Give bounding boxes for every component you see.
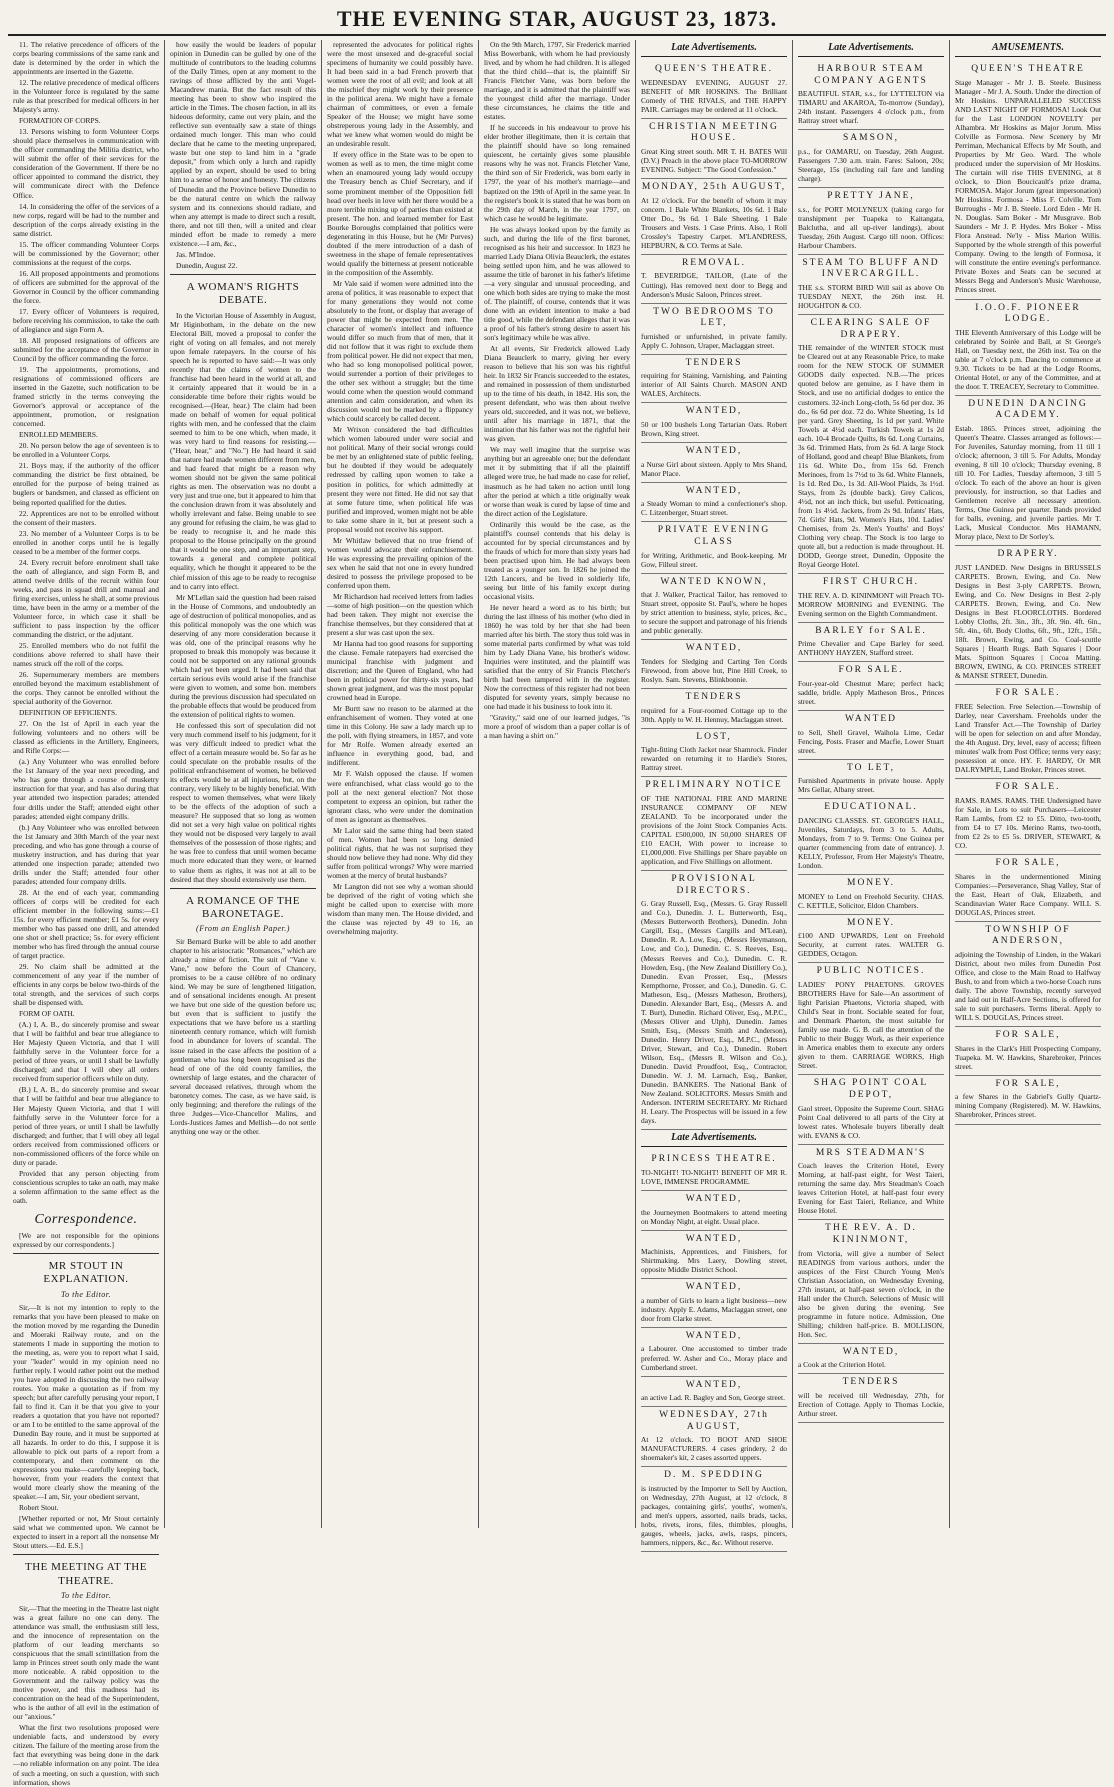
advertisement: [798, 662, 944, 711]
shipping-ads-list: [798, 61, 944, 1423]
advertisement: [798, 799, 944, 875]
ad-body: MONEY to Lend on Freehold Security. CHAS. C. KETTLE, Solicitor, Eldon Chambers.: [798, 891, 944, 910]
advertisement: [955, 396, 1101, 547]
ad-title: FOR SALE,: [995, 1030, 1061, 1041]
late-ads-list-2: [641, 1151, 787, 1552]
ad-title: PROVISIONAL DIRECTORS.: [671, 874, 757, 896]
ad-body: RAMS. RAMS. RAMS. THE Undersigned have for Sale, in Lots to suit Purchasers—Leicester Ram Lambs, from £2 to £5. Ditto, two-tooth, from £4 to £7 10s. Merino Rams, two-tooth, from £2 2s to £5 5s. DRIVER, STEWART, & CO.: [955, 795, 1101, 850]
paragraph: He confessed this sort of speculation did not very much commend itself to his judgment, for it was very difficult indeed to predict what the effect of a certain measure would be. So far as he could speculate on the probable results of the political enfranchisement of women, he believed its effects would be at all injurious, but, on the contrary, very likely to be highly beneficial. With respect to women themselves, what were likely to be the effects of the adoption of such a measure? He supposed that so long as women did not set a very high value on political rights they would not be disposed very largely to avail themselves of the possession of those rights; and he was free to confess that until women became much more educated than they were, or learned to value them as rights, it was not at all to be desired that they should extensively use them.: [170, 721, 316, 884]
ad-title: QUEEN'S THEATRE.: [655, 64, 773, 75]
ad-body: £100 AND UPWARDS, Lent on Freehold Security, at current rates. WALTER G. GEDDES, Octagon.: [798, 931, 944, 959]
correspondence-note: [We are not responsible for the opinions expressed by our correspondents.]: [13, 1230, 159, 1249]
ad-body: WEDNESDAY EVENING, AUGUST 27. BENEFIT of MR HOSKINS. The Brilliant Comedy of THE RIVALS, and THE HAPPY PAIR. Carriages may be ordered at 11 o'clock.: [641, 77, 787, 114]
paragraph: Mr Whitlaw believed that no true friend of women would advocate their enfranchisement. He was expressing the prevailing opinion of the sex when he said that not one in every hundred desired to possess the privilege proposed to be conferred upon them.: [327, 535, 473, 590]
paragraph: At all events, Sir Frederick allowed Lady Diana Beauclerk to marry, giving her every reason to believe that his son was his rightful heir. In 1832 Sir Francis succeeded to the estates, and remained in possession of them undisturbed up to the time of his death, in 1842. His son, the present defendant, who was then about twelve years old, succeeded, and it was not, we believe, until after his marriage in 1871, that the intimation that his father was not the rightful heir was given.: [484, 344, 630, 444]
paragraph: 18. All proposed resignations of officers are submitted for the acceptance of the Governor in Council by the officer commanding the force.: [13, 335, 159, 364]
advertisement: [641, 483, 787, 523]
ad-body: for Writing, Arithmetic, and Book-keeping. Mr Gow, Filleul street.: [641, 550, 787, 569]
ad-title: CHRISTIAN MEETING HOUSE.: [649, 121, 779, 144]
ad-title: EDUCATIONAL.: [824, 802, 918, 813]
letter-stout-body: [13, 1303, 159, 1551]
advertisement: [641, 1328, 787, 1377]
paragraph: 19. The appointments, promotions, and resignations of commissioned officers are inserted in the Gazette, such notification to be framed strictly in the terms conveying the Governor's approval or acceptance of the appointment, promotion, or resignation concerned.: [13, 365, 159, 429]
ad-title: PRIVATE EVENING CLASS: [657, 525, 771, 547]
ad-body: 50 or 100 bushels Long Tartarian Oats. Robert Brown, King street.: [641, 420, 787, 439]
paragraph: Mr Hanna had too good reasons for supporting the clause. Female ratepayers had exercised the municipal franchise with judgment and discretion; and the Queen of England, who had been in political power for thirty-six years, had shown great judgment, and was the most popular crowned head in Europe.: [327, 639, 473, 703]
ad-body: the Journeymen Bootmakers to attend meeting on Monday Night, at eight. Usual place.: [641, 1207, 787, 1226]
ad-title: WANTED: [844, 714, 898, 725]
paragraph: On the 9th March, 1797, Sir Frederick married Miss Bowerbank, with whom he had previously lived, and by whom he had children. It is alleged that the third child—that is, the plaintiff Sir Francis Fletcher Vane, was born before the marriage, and it is admitted that the plaintiff was the youngest child after the marriage. Under these circumstances, he claims the title and estates.: [484, 40, 630, 122]
ad-title: FOR SALE,: [995, 858, 1061, 869]
advertisement: [641, 61, 787, 119]
correspondence-heading: Correspondence.: [34, 1211, 138, 1227]
paragraph: Mr Richardson had received letters from ladies—some of high position—on the question which had been taken. They might not exercise the franchise themselves, but they considered that at present a slur was cast upon the sex.: [327, 591, 473, 637]
advertisement: [641, 1467, 787, 1552]
ad-body: DANCING CLASSES. ST. GEORGE'S HALL, Juveniles, Saturdays, from 3 to 5. Adults, Mondays, from 7 to 9. Terms: One Guinea per quarter (commencing from date of entrance). J. KELLY, Professor, From Her Majesty's Theatre, London.: [798, 815, 944, 871]
ad-title: WANTED,: [685, 1379, 743, 1390]
advertisement: [955, 779, 1101, 855]
advertisement: [798, 1374, 944, 1423]
advertisement: [798, 963, 944, 1075]
advertisement: [641, 1231, 787, 1280]
advertisement: [798, 915, 944, 964]
paragraph: If every office in the State was to be open to women as well as to men, the time might come when an enamoured young lady would occupy the Treasury bench as Chief Secretary, and if some prominent member of the Opposition fell head over heels in love with her there would be a more terrible mixing up of parties than existed at present. The hon. and learned member for East Bourke Boroughs complained that politics were degenerating in this House, but he (Mr Purves) doubted if the mere introduction of a dash of sweetness in the shape of female representatives would qualify the bitterness at present noticeable in the composition of the Assembly.: [327, 150, 473, 277]
ad-body: Great King street south. MR T. H. BATES Will (D.V.) Preach in the above place TO-MORROW EVENING. Subject: "The Good Confession.": [641, 147, 787, 175]
paragraph: 16. All proposed appointments and promotions of officers are submitted for the approval of the Governor in Council by the officer commanding the force.: [13, 268, 159, 305]
ad-title: FOR SALE.: [995, 782, 1061, 793]
paragraph: Mr Wrixon considered the bad difficulties which women laboured under were social and not political. Many of their social wrongs could be met by an enlightened state of public feeling, but he doubted if they would be adequately redressed by calling upon women to take a position in politics, for which admittedly at present they were not fitted. He did not say that at some future time, when political life was purified and improved, women might not be able to take some share in it, but at present such a proposal would not receive his support.: [327, 425, 473, 534]
late-ads-heading: Late Advertisements.: [641, 40, 787, 57]
letter-theatre-body: [13, 1604, 159, 1787]
ad-title: TWO BEDROOMS TO LET,: [653, 306, 775, 329]
ad-title: TENDERS: [685, 357, 743, 368]
ad-body: will be received till Wednesday, 27th, for Erection of Cottage. Apply to Thomas Lockie, Arthur street.: [798, 1391, 944, 1419]
columns: [8, 40, 1106, 1787]
paragraph: ENROLLED MEMBERS.: [19, 430, 98, 440]
ad-body: that J. Walker, Practical Tailor, has removed to Stuart street, opposite St. Paul's, where he hopes by strict attention to business, style, prices, &c., to secure the support and patronage of his friends and public generally.: [641, 590, 787, 636]
paragraph: Mr Langton did not see why a woman should be deprived of the right of voting which she might be called upon to exercise with more wisdom than many men. The House divided, and the clause was rejected by 49 to 16, an overwhelming majority.: [327, 881, 473, 936]
baronet-continued: [484, 40, 630, 740]
ad-body: s.s., for PORT MOLYNEUX (taking cargo for transhipment per Tuapeka to Kaitangata, Balclutha, and all up-river landings), about Tuesday, 26th August. Cargo till noon. Offices: Harbour Chambers.: [798, 204, 944, 250]
advertisement: [955, 61, 1101, 299]
advertisement: [641, 871, 787, 1130]
column-2: [165, 40, 322, 1528]
paragraph: 14. In considering the offer of the services of a new corps, regard will be had to the number and description of the corps already existing in the same district.: [13, 201, 159, 238]
paragraph: 21. Boys may, if the authority of the officer commanding the district be first obtained, be enrolled for the purpose of being trained as buglers or bandsmen, and classed as efficient on being reported qualified for the duties.: [13, 461, 159, 507]
ad-title: WANTED KNOWN,: [660, 576, 768, 587]
advertisement: [798, 255, 944, 315]
late-ads-heading-col6: Late Advertisements.: [798, 40, 944, 57]
ad-title: PRINCESS THEATRE.: [651, 1154, 777, 1165]
divider: [170, 274, 316, 275]
ad-title: WEDNESDAY, 27th AUGUST,: [659, 1410, 769, 1432]
column-7: [950, 40, 1106, 1528]
paragraph: Robert Stout.: [19, 1503, 59, 1513]
ad-title: PRELIMINARY NOTICE: [645, 780, 783, 791]
column-4: [479, 40, 636, 1528]
ad-body: required for a Four-roomed Cottage up to the 30th. Apply to W. H. Hennuy, Maclaggan street.: [641, 705, 787, 724]
paragraph: 25. Enrolled members who do not fulfil the conditions above referred to shall have their names struck off the roll of the corps.: [13, 640, 159, 669]
debate-continued: [327, 40, 473, 936]
late-ads-heading-2: Late Advertisements.: [641, 1130, 787, 1147]
letter-theatre-to: To the Editor.: [60, 1591, 112, 1601]
ad-title: HARBOUR STEAM COMPANY AGENTS: [814, 64, 928, 86]
advertisement: [798, 574, 944, 623]
advertisement: [955, 1076, 1101, 1125]
paragraph: Provided that any person objecting from conscientious scruples to take an oath, may make a solemn affirmation to the same effect as the oath.: [13, 1168, 159, 1205]
advertisement: [798, 875, 944, 915]
ad-title: TO LET,: [847, 762, 895, 773]
advertisement: [641, 355, 787, 404]
ad-title: I.O.O.F. PIONEER LODGE.: [975, 302, 1081, 325]
advertisement: [641, 119, 787, 179]
divider: [13, 1253, 159, 1254]
ad-body: Tenders for Sledging and Carting Ten Cords Firewood, from above hut, Pine Hill Creek, to Roslyn. Sam. Stevens, Blinkbonnie.: [641, 656, 787, 684]
ad-body: a few Shares in the Gabriel's Gully Quartz-mining Company (Registered). M. W. Hawkins, Sharebroker, Princes street.: [955, 1092, 1101, 1120]
paragraph: represented the advocates for political rights were the most unsexed and de-graceful social specimens of humanity we could possibly have. It had been said in a bad French proverb that women were the root of all evil; and look at all the mischief they might work by their presence in the political arena. We might have a female chairman of committees, or even a female Speaker of the House; we might have some obstreperous young lady in the Assembly, and what we knew what women would do might be an undesirable result.: [327, 40, 473, 149]
ad-title: SHAG POINT COAL DEPOT,: [813, 1078, 929, 1100]
paragraph: Dunedin, August 22.: [176, 260, 238, 270]
ad-title: TENDERS: [842, 1377, 900, 1388]
ad-body: Tight-fitting Cloth Jacket near Shamrock. Finder rewarded on returning it to Hardie's Stores, Rattray street.: [641, 745, 787, 773]
advertisement: [641, 777, 787, 871]
ad-title: TOWNSHIP OF ANDERSON,: [985, 924, 1071, 947]
volunteer-regulations: [13, 40, 159, 1205]
paragraph: Jas. M'Indoe.: [176, 249, 216, 259]
paragraph: 28. At the end of each year, commanding officers of corps will be credited for each efficient member in the following sums:—£1 15s. for every efficient member; £1 5s. for every member who has passed one drill, and attended one shot or shell practice; 5s. for every efficient member who has fired through the annual course of target practice.: [13, 887, 159, 960]
ad-title: MONEY.: [847, 917, 895, 928]
paragraph: 17. Every officer of Volunteers is required, before receiving his commission, to take the oath of allegiance and sign Form A.: [13, 306, 159, 334]
paragraph: 15. The officer commanding Volunteer Corps will be commissioned by the Governor; other commissions at the request of the corps.: [13, 239, 159, 267]
amusements-heading: AMUSEMENTS.: [955, 40, 1101, 57]
amusements-ads-list: [955, 61, 1101, 1124]
ad-body: adjoining the Township of Linden, in the Wakari District, about two miles from Dunedin Post Office, and close to the Main Road to Halfway Bush, to and from which a two-horse Coach runs daily. The above Township, recently surveyed and laid out in Half-Acre Sections, is offered for sale to suit purchasers. Terms liberal. Apply to WILL S. DOUGLAS, Princes street.: [955, 949, 1101, 1023]
ad-body: OF THE NATIONAL FIRE AND MARINE INSURANCE COMPANY OF NEW ZEALAND. To be incorporated under the provisions of the Joint Stock Companies Acts. CAPITAL £500,000, IN 50,000 SHARES OF £10 EACH, With power to increase to £1,000,000. Five Shillings per Share payable on application, and Five Shillings on allotment.: [641, 793, 787, 867]
ad-body: THE s.s. STORM BIRD Will sail as above On TUESDAY NEXT, the 26th inst. H. HOUGHTON & CO.: [798, 283, 944, 311]
ad-body: BEAUTIFUL STAR, s.s., for LYTTELTON via TIMARU and AKAROA, To-morrow (Sunday), 24th instant. Passengers 4 o'clock p.m., from Rattray street wharf.: [798, 89, 944, 126]
ad-title: THE REV. A. D. KININMONT,: [825, 1223, 917, 1245]
advertisement: [798, 1075, 944, 1144]
ad-body: a Labourer. One accustomed to timber trade preferred. W. Asher and Co., Moray place and Cumberland street.: [641, 1344, 787, 1372]
paragraph: Mr Lalor said the same thing had been stated of men. Women had been so long denied political rights, that he was not surprised they should now believe they had none. Why did they suffer from political wrongs? Why were married women at the mercy of brutal husbands?: [327, 825, 473, 880]
ad-body: THE Eleventh Anniversary of this Lodge will be celebrated by Soirée and Ball, at St George's Hall, on Tuesday next, the 26th inst. Tea on the table at 7 o'clock p.m. Dancing to commence at 9.30. Tickets to be had at the Lodge Rooms, Oriental Hotel, or any of the Committee, and at the door. T. TREACEY, Secretary to Committee.: [955, 327, 1101, 391]
advertisement: [955, 546, 1101, 685]
ad-title: QUEEN'S THEATRE: [971, 64, 1085, 75]
letter-stout-to: To the Editor.: [60, 1289, 112, 1299]
advertisement: [955, 685, 1101, 779]
ad-body: FREE Selection. Free Selection.—Township of Darley, near Caversham. Freeholds under the Land Transfer Act.—The Township of Darley will be open for selection on and after Monday, the 4th August. Dry, level, easy of access; fifteen minutes' walk from Post Office; terms very easy; possession at once. HY. F. HARDY, Or MR DALRYMPLE, Land Broker, Princes street.: [955, 702, 1101, 775]
column-3: [322, 40, 479, 1528]
masthead: THE EVENING STAR, AUGUST 23, 1873.: [8, 6, 1106, 36]
ad-body: Prime Chevalier and Cape Barley for seed. ANTHONY HAYZEN, Stafford street.: [798, 639, 944, 658]
advertisement: [641, 403, 787, 443]
column-5: [636, 40, 793, 1548]
paragraph: Mr F. Walsh opposed the clause. If women were enfranchised, what class would go to the poll at the next general election? Not those competent to express an opinion, but rather the ignorant class, who were under the domination of men as ignorant as themselves.: [327, 769, 473, 824]
ad-body: Stage Manager - Mr J. B. Steele. Business Manager - Mr J. A. South. Under the direction of Mr Hoskins. UNPARALLELED SUCCESS AND LAST NIGHT OF FORMOSA! Look Out for the Last LONDON NOVELTY per Alhambra. Mr Hoskins as Major Jorum. Miss Colville as Formosa. New Scenery by Mr Perriman, Mechanical Effects by Mr South, and Properties by Mr Geo. Ward. The whole produced under the supervision of Mr Hoskins. The curtain will rise THIS EVENING, at 8 o'clock, to Dion Boucicault's prize drama, FORMOSA. Major Jorum (great impersonation) Mr Hoskins. Formosa - Miss F. Colville. Tom Burroughs - Mr J. B. Steele. Lord Eden - Mr H. N. Douglas. Sam Boker - Mr Musgrave. Bob Saunders - Mr J. P. Hydes. Mrs Boker - Miss Flora Anstead. Ne'ly - Miss Marion Willis. Supported by the whole strength of this powerful Company. Owing to the length of Formosa, it will constitute the entire evening's performance. Private Boxes and Seats can be secured at Messrs Begg and Anderson's Music Warehouse, Princes street.: [955, 77, 1101, 295]
paragraph: 24. Every recruit before enrolment shall take the oath of allegiance, and sign Form B, and attend twelve drills of the recruit within four weeks, and pass in squad drill and manual and firing exercises, unless he shall, at some previous time, have been in the army or a member of the Volunteer force, in which case it shall be sufficient to pass inspection by the officer commanding the district, or the adjutant.: [13, 557, 159, 639]
debate-body: [170, 311, 316, 884]
advertisement: [798, 760, 944, 800]
ad-title: WANTED,: [685, 1233, 743, 1244]
ad-body: furnished or unfurnished, in private family. Apply C. Johnson, Uraper, Maclaggan street.: [641, 331, 787, 350]
ad-title: WANTED,: [685, 485, 743, 496]
advertisement: [798, 1145, 944, 1221]
ad-body: Gaol street, Opposite the Supreme Court. SHAG Point Coal delivered to all parts of the City at lowest rates. Wholesale buyers liberally dealt with. EVANS & CO.: [798, 1103, 944, 1140]
paragraph: (A.) I, A. B., do sincerely promise and swear that I will be faithful and bear true allegiance to Her Majesty Queen Victoria, and that I will faithfully serve in the Volunteer force for a period of three years, or until I shall be lawfully discharged; and that I will obey all orders received from superior officers while on duty.: [13, 1020, 159, 1084]
ad-title: FOR SALE.: [838, 665, 904, 676]
paragraph: 26. Supernumerary members are members enrolled beyond the maximum establishment of the corps. They cannot be enrolled without the special authority of the Governor.: [13, 670, 159, 707]
ad-body: an active Lad. R. Bagley and Son, George street.: [641, 1393, 785, 1403]
paragraph: Mr Vale said if women were admitted into the arena of politics, it was reasonable to expect that for many generations they would not come absolutely to the front, or display that average of power that might be expected from men. The character of women's intellect and influence would differ so much from that of men, that it did not follow that it was right to exclude them from political power. He did not expect that men, who had so long monopolised political power, would surrender a portion of their privileges to the other sex without a struggle; but the time would come when the question would command attention and calm consideration, and when its discussion would not be marked by a flippancy which could scarcely be called decent.: [327, 278, 473, 424]
advertisement: [641, 179, 787, 255]
paragraph: Sir Bernard Burke will be able to add another chapter to his aristocratic "Romances," which are already a mine of fiction. The suit of "Vane v. Vane," now before the Court of Chancery, promises to be a cause célèbre of no ordinary kind. We may be sure of lengthened litigation, and of sensational incidents enough. At present we have but one side of the question before us; but even that is sufficient to justify the expectations that we have before us a startling nineteenth century romance, which will furnish food in abundance for lovers of scandal. The issue raised in the case affects the position of a gentleman who has long been recognised as the head of one of the old county families, the ownership of large estates, and the character of several deceased relatives, through whom the baronetcy comes. The case, as we have said, is only beginning; and therefore the rulings of the three Judges—Vice-Chancellor Malins, and Lords-Justices James and Mellish—do not settle anything one way or the other.: [170, 937, 316, 1136]
advertisement: [798, 130, 944, 188]
paragraph: 12. The relative precedence of medical officers in the Volunteer force is regulated by the same rule as that prescribed for medical officers in her Majesty's army.: [13, 78, 159, 115]
ad-title: PUBLIC NOTICES.: [816, 966, 926, 977]
letter-theatre-continued: [170, 40, 316, 270]
ad-body: a number of Girls to learn a light business—new industry. Apply E. Adams, Maclaggan street, one door from Clarke street.: [641, 1295, 787, 1323]
letter-theatre-title: THE MEETING AT THE THEATRE.: [25, 1561, 147, 1587]
ad-body: Shares in the undermentioned Mining Companies:—Perseverance, Shag Valley, Star of the East, Heart of Oak, Elizabeth, and Scandinavian Water Race Company. WILL S. DOUGLAS, Princes street.: [955, 871, 1101, 917]
ad-title: STEAM TO BLUFF AND INVERCARGILL.: [802, 257, 940, 280]
ad-body: Estab. 1865. Princes street, adjoining the Queen's Theatre. Classes arranged as follows:— For Juveniles, Saturday morning, from 11 till 1 o'clock; afternoon, 3 till 5. For Adults, Monday evening, 8 till 10 o'clock; Thursday evening, 8 till 10. For Ladies, Tuesday afternoon, 3 till 5 o'clock. To each of the above an hour is given previously, for instruction, so that Ladies and Gentlemen receive all necessary attention. Terms, One Guinea per quarter. Bands provided for balls, evening, and juvenile parties. Mr T. Lack, Musical Conductor. Mrs HAMANN, Moray place, Next to Dr Sorley's.: [955, 424, 1101, 542]
ad-body: Four-year-old Chestnut Mare; perfect hack; saddle, bridle. Apply Matheson Bros., Princes street.: [798, 678, 944, 707]
paragraph: 20. No person below the age of seventeen is to be enrolled in a Volunteer Corps.: [13, 441, 159, 460]
advertisement: [955, 922, 1101, 1027]
divider: [13, 1554, 159, 1555]
ad-body: At 12 o'clock. For the benefit of whom it may concern. 1 Bale White Blankets, 10s 6d. 1 Bale Otter Do., 9s 6d. 1 Bale Sheeting. 1 Bale Trousers and Vests. 1 Case Prints. Also, 1 Roll Crossley's Tapestry Carpet. M'LANDRESS, HEPBURN, & CO. Terms at Sale.: [641, 195, 787, 250]
column-6: [793, 40, 950, 1528]
paragraph: FORM OF OATH.: [19, 1009, 75, 1019]
paragraph: Ordinarily this would be the case, as the plaintiff's counsel contends that his delay is accounted for by special circumstances and by the frauds of which for more than sixty years had been practised upon him. He had always been treated as a younger son. In 1826 he joined the 12th Lancers, and he lived in soldierly life, seeing but little of his family except during occasional visits.: [484, 519, 630, 601]
ad-body: TO-NIGHT! TO-NIGHT! BENEFIT OF MR R. LOVE, IMMENSE PROGRAMME.: [641, 1167, 787, 1186]
ad-title: WANTED,: [842, 1346, 900, 1357]
advertisement: [641, 1279, 787, 1328]
paragraph: "Gravity," said one of our learned judges, "is more a proof of wisdom than a paper collar is of a man having a shirt on.": [484, 713, 630, 741]
advertisement: [798, 1344, 944, 1375]
ad-title: DRAPERY.: [997, 549, 1059, 560]
paragraph: [Whether reported or not, Mr Stout certainly said what we commented upon. We cannot be expected to insert in a report all the nonsense Mr Stout utters.—Ed. E.S.]: [13, 1514, 159, 1551]
advertisement: [798, 188, 944, 255]
paragraph: In the Victorian House of Assembly in August, Mr Higinbotham, in the debate on the new Electoral Bill, moved a proposal to confer the right of voting on all females, and not merely upon female ratepayers. In the course of his speech he is reported to have said:—It was only recently that the claims of women to the franchise had been heard in the world at all, and it certainly appeared that it would be in a considerable time before their rights would be recognised.—(Hear, hear.) The claim had been made on behalf of women for equal political rights with men, and he confessed that the claim seemed to him to be one which, when made, it was very hard to find reasons for resisting.—("Hear, hear," and "No.") He had heard it said that nature had made women different from men, and had feared that might be a reason why women should not be given the same political rights as men. The observation was no doubt a very just and true one, but it appeared to him that the conclusion drawn from it was absolutely and wholly irrelevant and false. Being unable to see any ground for refusing the claim, he was glad to be ready to recognise it, and he made this proposal to the House principally on the ground that it would be one step, and an important step, towards a general and complete political equality, which he thought it appeared to be the chief mission of this age to be ready to recognise and to carry into effect.: [170, 310, 316, 591]
ad-title: WANTED,: [685, 1330, 743, 1341]
baronet-title: A ROMANCE OF THE BARONETAGE.: [186, 894, 300, 920]
advertisement: [955, 300, 1101, 396]
paragraph: Sir,—It is not my intention to reply to the remarks that you have been pleased to make on the motion moved by me regarding the Dunedin and Moeraki Railway route, and on the statements I made in supporting the motion to the meeting, as, were you to report what I said, your "leader" would in my opinion need no further reply. I would rather point out the method you have adopted in discussing the two railway routes. You make a quotation as if from my speech; but after carefully perusing your report, I fail to find it. Can it be that you give to your readers a quotation that you have not reported? or am I to be entitled to the same approval of the Dunedin Bay route, and it must be supported at all hazards. In order to do this, I suppose it is allowable to pick out parts of a report from a contemporary, and then comment on the expressions you make—carefully keeping back, however, from your readers the context that would more clearly show the meaning of the speaker.—I am, Sir, your obedient servant,: [13, 1302, 159, 1502]
ad-title: WANTED,: [685, 446, 743, 457]
column-1: [8, 40, 165, 1787]
paragraph: If he succeeds in his endeavour to prove his elder brother illegitimate, then it is certain that the plaintiff should have so long remained quiescent, he certainly gives some plausible reasons why he was not. Francis Fletcher Vane, the third son of Sir Frederick, was born early in 1797, the year of his mother's marriage—and baptized on the 19th of April in the same year. In the register's book it is stated that he was born on the 29th day of March, in the year 1797, on which case he would be legitimate.: [484, 123, 630, 223]
advertisement: [798, 1220, 944, 1343]
ad-title: LOST,: [696, 731, 732, 742]
divider: [170, 888, 316, 889]
ad-title: WANTED,: [685, 1282, 743, 1293]
ad-body: Machinists, Apprentices, and Finishers, for Shirtmaking. Mrs Laery, Dowling street, opposite Middle District School.: [641, 1247, 787, 1275]
paragraph: 11. The relative precedence of officers of the corps bearing commissions of the same rank and date is determined by the order in which the appointments are inserted in the Gazette.: [13, 40, 159, 77]
ad-body: p.s., for OAMARU, on Tuesday, 26th August. Passengers 7.30 a.m. train. Fares: Saloon, 20s; Steerage, 15s (including rail fare and landing charge).: [798, 147, 944, 184]
ad-body: G. Gray Russell, Esq., (Messrs. G. Gray Russell and Co.), Dunedin. J. L. Butterworth, Esq., (Messrs Butterworth Brothers), Dunedin. John Cargill, Esq., (Messrs Cargills and M'Lean), Dunedin. R. A. Low, Esq., (Messrs Heymanson, Low, and Co.), Dunedin. C. S. Reeves, Esq., (Messrs Reeves and Co.), Dunedin. C. R. Howden, Esq., (the New Zealand Distillery Co.), Dunedin. Evan Prosser, Esq., (Messrs Kempthorne, Prosser, and Co.), Dunedin. G. C. Matheson, Esq., (Messrs Matheson, Brothers), Dunedin. Alexander Bart, Esq., (Messrs A. and T. Burt), Dunedin. Richard Oliver, Esq., M.P.C., (Messrs Oliver and Ulph), Dunedin. James Smith, Esq., (Messrs Smith and Anderson), Dunedin. Henry Driver, Esq., M.P.C., (Messrs Driver, Stewart, and Co.), Dunedin. Robert Wilson, Esq., (Messrs R. Wilson and Co.), Dunedin. David Proudfoot, Esq., Contractor, Dunedin. W. J. M. Larnach, Esq., Banker, Dunedin. BANKERS. The National Bank of New Zealand. SOLICITORS. Messrs Smith and Anderson. INTERIM SECRETARY. Mr Richard H. Leary. The Prospectus will be issued in a few days.: [641, 899, 787, 1126]
ad-body: JUST LANDED. New Designs in BRUSSELS CARPETS. Brown, Ewing, and Co. New Designs in Best 3-ply CARPETS. Brown, Ewing, and Co. New Designs in Best 2-ply CARPETS. Brown, Ewing, and Co. New Designs in Best FLOORCLOTHS. Bordered Lobby Cloths, 2ft. 3in., 3ft., 3ft. 9in. 4ft. 6in., 5ft. 4in., 6ft. Body Cloths, 6ft., 9ft., 12ft., 15ft., 18ft. Brown, Ewing, and Co. Coal-scuttle Squares | Hearth Rugs. Bath Squares | Door Mats. Spittoon Squares | Cocoa Matting. BROWN, EWING, & CO. PRINCES STREET & MANSE STREET, Dunedin.: [955, 563, 1101, 681]
ad-body: a Steady Woman to mind a confectioner's shop. C. Litzenberger, Stuart street.: [641, 499, 787, 518]
advertisement: [641, 1191, 787, 1231]
ad-body: Furnished Apartments in private house. Apply Mrs Gellar, Albany street.: [798, 776, 944, 795]
ad-body: requiring for Staining, Varnishing, and Painting interior of All Saints Church. MASON AND WALES, Architects.: [641, 371, 787, 399]
paragraph: (a.) Any Volunteer who was enrolled before the 1st January of the year next preceding, and who has gone through a course of musketry instruction for that year, and has also during that year attended two inspection parades; attended four drills under the Staff; attended eight other parades; attended eight company drills.: [13, 757, 159, 821]
paragraph: Mr M'Lellan said the question had been raised in the House of Commons, and undoubtedly an age of destruction of political monopolies, and as this political monopoly was the one which was deserving of any more consideration because it was old, one of the principal reasons why he proposed to break this monopoly was because it could not be supported on any rational grounds which had yet been urged. It had been said that certain serious evils would arise if the franchise were given to women, and some hon. members during the previous discussion had speculated on the probable effects that would be produced from the extension of political rights to women.: [170, 592, 316, 719]
paragraph: DEFINITION OF EFFICIENTS.: [19, 708, 117, 718]
advertisement: [798, 61, 944, 130]
ad-body: Coach leaves the Criterion Hotel, Every Morning, at half-past eight, for West Taieri, returning the same day. Mrs Steadman's Coach leaves Criterion Hotel, at half-past four every Evening for East Taieri, Reliance, and White House Hotel.: [798, 1161, 944, 1216]
ad-body: a Nurse Girl about sixteen. Apply to Mrs Shand, Manor Place.: [641, 459, 787, 478]
paragraph: Sir,—That the meeting in the Theatre last night was a great failure no one can deny. The attendance was small, the enthusiasm still less, and the innocence of representation on the platform of our leading merchants so conspicuous that the small scintillation from the lamp in Princes street south only made the want more noticeable. A rabid opposition to the Government and the railway policy was the motive power, and this madness had its concentration on the head of the Superintendent, who is the author of all evil in the estimation of our "anxious.": [13, 1603, 159, 1722]
letter-stout-title: MR STOUT IN EXPLANATION.: [43, 1259, 129, 1286]
ad-title: BARLEY for SALE.: [815, 625, 927, 636]
ad-title: CLEARING SALE OF DRAPERY.: [810, 318, 932, 340]
advertisement: [641, 304, 787, 355]
paragraph: 22. Apprentices are not to be enrolled without the consent of their masters.: [13, 508, 159, 527]
advertisement: [641, 689, 787, 729]
advertisement: [798, 623, 944, 663]
debate-title: A WOMAN'S RIGHTS DEBATE.: [186, 280, 300, 307]
ad-body: Shares in the Clark's Hill Prospecting Company, Tuapeka. M. W. Hawkins, Sharebroker, Princes street.: [955, 1043, 1101, 1071]
ad-title: D. M. SPEDDING: [664, 1470, 764, 1481]
paragraph: He never heard a word as to his birth; but during the last illness of his mother (who died in 1860) he was told by her that she had been married after his birth. The story thus told was in some material parts confirmed by what was told him by Lady Diana Vane, his brother's widow. Inquiries were instituted, and the plaintiff was satisfied that the entry of Sir Francis Fletcher's birth had been tampered with in the register. Now the correctness of this register had not been disputed for seventy years, simply because no one had made it his business to look into it.: [484, 602, 630, 712]
ad-title: REMOVAL.: [681, 257, 747, 268]
ad-body: THE remainder of the WINTER STOCK must be Cleared out at any Reasonable Price, to make room for the NEW STOCK OF SUMMER GOODS daily expected. N.B.—The prices quoted below are genuine, as I have them in Stock, and use no artificial dodges to entice the customers. 32-inch Long-cloth, 5s 6d per doz. 36 do., 6s 6d per doz. 72 do. White Sheeting, 1s 1d per yard. Grey Sheeting, 1s 1d per yard. White Towels at 4½d each. Turkish Towels at 1s 2d each. 10-4 Brocade Quilts, 8s 6d. Long Curtains, 3s 6d. Trimmed Hats, from 2s 6d. A large Stock of Holland, good and cheap! Blue Blankets, from 11s 6d. White Do., from 15s 6d. French Merinoes, from 1s 7½d to 3s 6d. White Flannels, 1s 1d. Red Do., 1s 3d. All-Wool Plaids, 3s 1½d. Stays, from 2s (double back). Grey Calicos, 4½d, not an inch thick, but useful. Petticoating, from 1s 4½d. Jackets, from 2s 9d. Infants' Hats, 7d. Girls' Hats, 9d. Women's Hats, 10d. Ladies' Chemises, from 2s. Men's Youths' and Boys' Clothing very cheap. The Stock is too large to quote all, but a reduction is made throughout. H. DODD, George street, Dunedin, Opposite the Royal George Hotel.: [798, 343, 944, 570]
ad-title: FOR SALE.: [995, 688, 1061, 699]
advertisement: [641, 1407, 787, 1467]
advertisement: [798, 315, 944, 574]
paragraph: What the first two resolutions proposed were undeniable facts, and understood by every citizen. The failure of the meeting arose from the fact that everything was being done in the dark—no reliable information on any point. The idea of such a meeting, on such a question, with such information, shows: [13, 1723, 159, 1787]
paragraph: 13. Persons wishing to form Volunteer Corps should place themselves in communication with the officer commanding the Militia district, who will submit the offer of their services for the consideration of the Government. If there be no officer appointed to command the district, they will communicate direct with the Defence Office.: [13, 127, 159, 200]
advertisement: [955, 855, 1101, 922]
advertisement: [955, 1027, 1101, 1076]
advertisement: [641, 574, 787, 641]
advertisement: [641, 255, 787, 304]
ad-title: MRS STEADMAN'S: [815, 1147, 927, 1158]
ad-body: THE REV. A. D. KININMONT will Preach TO-MORROW MORNING and EVENING. The Evening sermon on the Eighth Commandment.: [798, 590, 944, 618]
paragraph: 29. No claim shall be admitted at the commencement of any year if the number of efficients in any corps be below two-thirds of the total strength, and the services of such corps shall be dispensed with.: [13, 962, 159, 1008]
ad-title: WANTED,: [685, 643, 743, 654]
ad-title: MONDAY, 25th AUGUST,: [641, 182, 787, 193]
ad-body: to Sell, Shell Gravel, Waihola Lime, Cedar Fencing, Posts. Fraser and Macfie, Lower Stuart street.: [798, 727, 944, 755]
ad-title: DUNEDIN DANCING ACADEMY.: [968, 398, 1088, 421]
paragraph: (b.) Any Volunteer who was enrolled between the 1st January and 30th March of the year next preceding, and who has gone through a course of musketry instruction, and has during that year attended one inspection parade; attended two drills under the Staff; attended four other parades; attended four company drills.: [13, 822, 159, 886]
ad-title: FIRST CHURCH.: [822, 577, 920, 588]
ad-title: WANTED,: [685, 406, 743, 417]
paragraph: 27. On the 1st of April in each year the following volunteers and no others will be classed as efficients in the Artillery, Engineers, and Rifle Corps:—: [13, 719, 159, 756]
advertisement: [641, 640, 787, 689]
paragraph: 23. No member of a Volunteer Corps is to be enrolled in another corps until he is legally ceased to be a member of the former corps.: [13, 528, 159, 556]
paragraph: He was always looked upon by the family as such, and during the life of the first baronet, recognised as his heir and successor. In 1823 he married Lady Diana Olivia Beauclerk, the estates being settled upon him, and he was allowed to assume the title of baronet in his father's lifetime—a very singular and unusual proceeding, and one which both sides are trying to make the most of. The plaintiff, of course, contends that it was done with an evident intention to make a bad title good, while the defendant alleges that it was a proof of his father's strong desire to assert his son's legitimacy while he was alive.: [484, 224, 630, 342]
advertisement: [798, 711, 944, 760]
ad-title: SAMSON,: [843, 133, 899, 144]
advertisement: [641, 522, 787, 573]
ad-body: from Victoria, will give a number of Select READINGS from various authors, under the auspices of the First Church Young Men's Christian Association, on Wednesday Evening, 27th instant, at half-past seven o'clock, in the Hall under the Church. Selections of Music will also be given during the evening. See programme in future notice. Admission, One Shilling; children half-price. B. MOLLISON, Hon. Sec.: [798, 1248, 944, 1339]
paragraph: (B.) I, A. B., do sincerely promise and swear that I will be faithful and bear true allegiance to Her Majesty Queen Victoria, and that I will faithfully serve in the Volunteer force for a period of three years, or until I shall be lawfully discharged; and further, that I will obey all legal orders received from commissioned officers or non-commissioned officers of the force while on duty or parade.: [13, 1085, 159, 1167]
paragraph: We may well imagine that the surprise was anything but an agreeable one; but the defendant met it by submitting that if all the plaintiff alleged were true, he had made no case for relief, inasmuch as he had taken no action until long after the period at which a title originally weak or worse than weak is cured by lapse of time and the direct action of the Legislature.: [484, 445, 630, 518]
ad-body: T. BEVERIDGE, TAILOR, (Late of the Cutting), Has removed next door to Begg and Anderson's Music Saloon, Princes street.: [641, 271, 787, 299]
ad-body: is instructed by the Importer to Sell by Auction, on Wednesday, 27th August, at 12 o'clock, 8 packages, containing girls', youths', women's, and men's uppers, assorted, nails brads, tacks, hobs, rivets, irons, files, thimbles, ploughs, gauges, wheels, jacks, awls, rasps, pincers, hammers, nippers, &c., &c. Without reserve.: [641, 1484, 787, 1548]
advertisement: [641, 443, 787, 483]
advertisement: [641, 1151, 787, 1191]
paragraph: FORMATION OF CORPS.: [19, 116, 101, 126]
ad-title: TENDERS: [685, 692, 743, 703]
baronet-subtitle: (From an English Paper.): [196, 924, 290, 934]
paragraph: how easily the would be leaders of popular opinion in Dunedin can be gulled by one of the multitude of contributors to the leading columns of the Daily Times, open at any moment to the ravings of those afflicted by the anti Vogel-Macandrew mania. But the fact result of this meeting has been to show who inspired the article in the Times. The chosen faction, in all its hideous deformity, came out very plain, and the reflective sun eventually saw a state of things ordained much longer. This man who could declare that he came to the meeting unprepared, waste but one step to land him in a "grade deposit," from which only a lurch and rapidly applied by an expert, should be used to bring him to a sense of honor and honesty. The citizens of Dunedin and the Province believe Dunedin to be the natural centre on which the railway system and its connexions should radiate, and when any attempt is made to direct such a result, there, and not till then, will a united and clear minded effort be made to remedy a mere existence.—I am, &c.,: [170, 40, 316, 248]
ad-body: LADIES' PONY PHAETONS. GROVES BROTHERS Have for Sale—An assortment of light Parisian Phaetons, Victoria shaped, with Child's Seat in front. Sociable seated for four, and Denmark Phaeton, the most suitable for family use made. G. B. call the attention of the Public to their Buggy Work, as their experience in America enables them to execute any orders given to them. CARRIAGE WORKS, High Street.: [798, 980, 944, 1071]
baronet-body: [170, 937, 316, 1136]
ad-title: FOR SALE,: [995, 1078, 1061, 1089]
ad-body: a Cook at the Criterion Hotel.: [798, 1360, 886, 1370]
paragraph: Mr Burtt saw no reason to be alarmed at the enfranchisement of women. They voted at one time in this Colony. He saw a lady march up to the poll, with flying streamers, in 1857, and vote for Mr Rolfe. Women already exerted an influence in everything good, bad, and indifferent.: [327, 704, 473, 768]
ad-title: PRETTY JANE,: [827, 191, 915, 202]
ad-title: MONEY.: [847, 878, 895, 889]
ad-body: At 12 o'clock. TO BOOT AND SHOE MANUFACTURERS. 4 cases grindery, 2 do shoemaker's kit, 2 cases assorted uppers.: [641, 1435, 787, 1463]
advertisement: [641, 729, 787, 778]
late-ads-list: [641, 61, 787, 1130]
advertisement: [641, 1377, 787, 1408]
ad-title: WANTED,: [685, 1193, 743, 1204]
